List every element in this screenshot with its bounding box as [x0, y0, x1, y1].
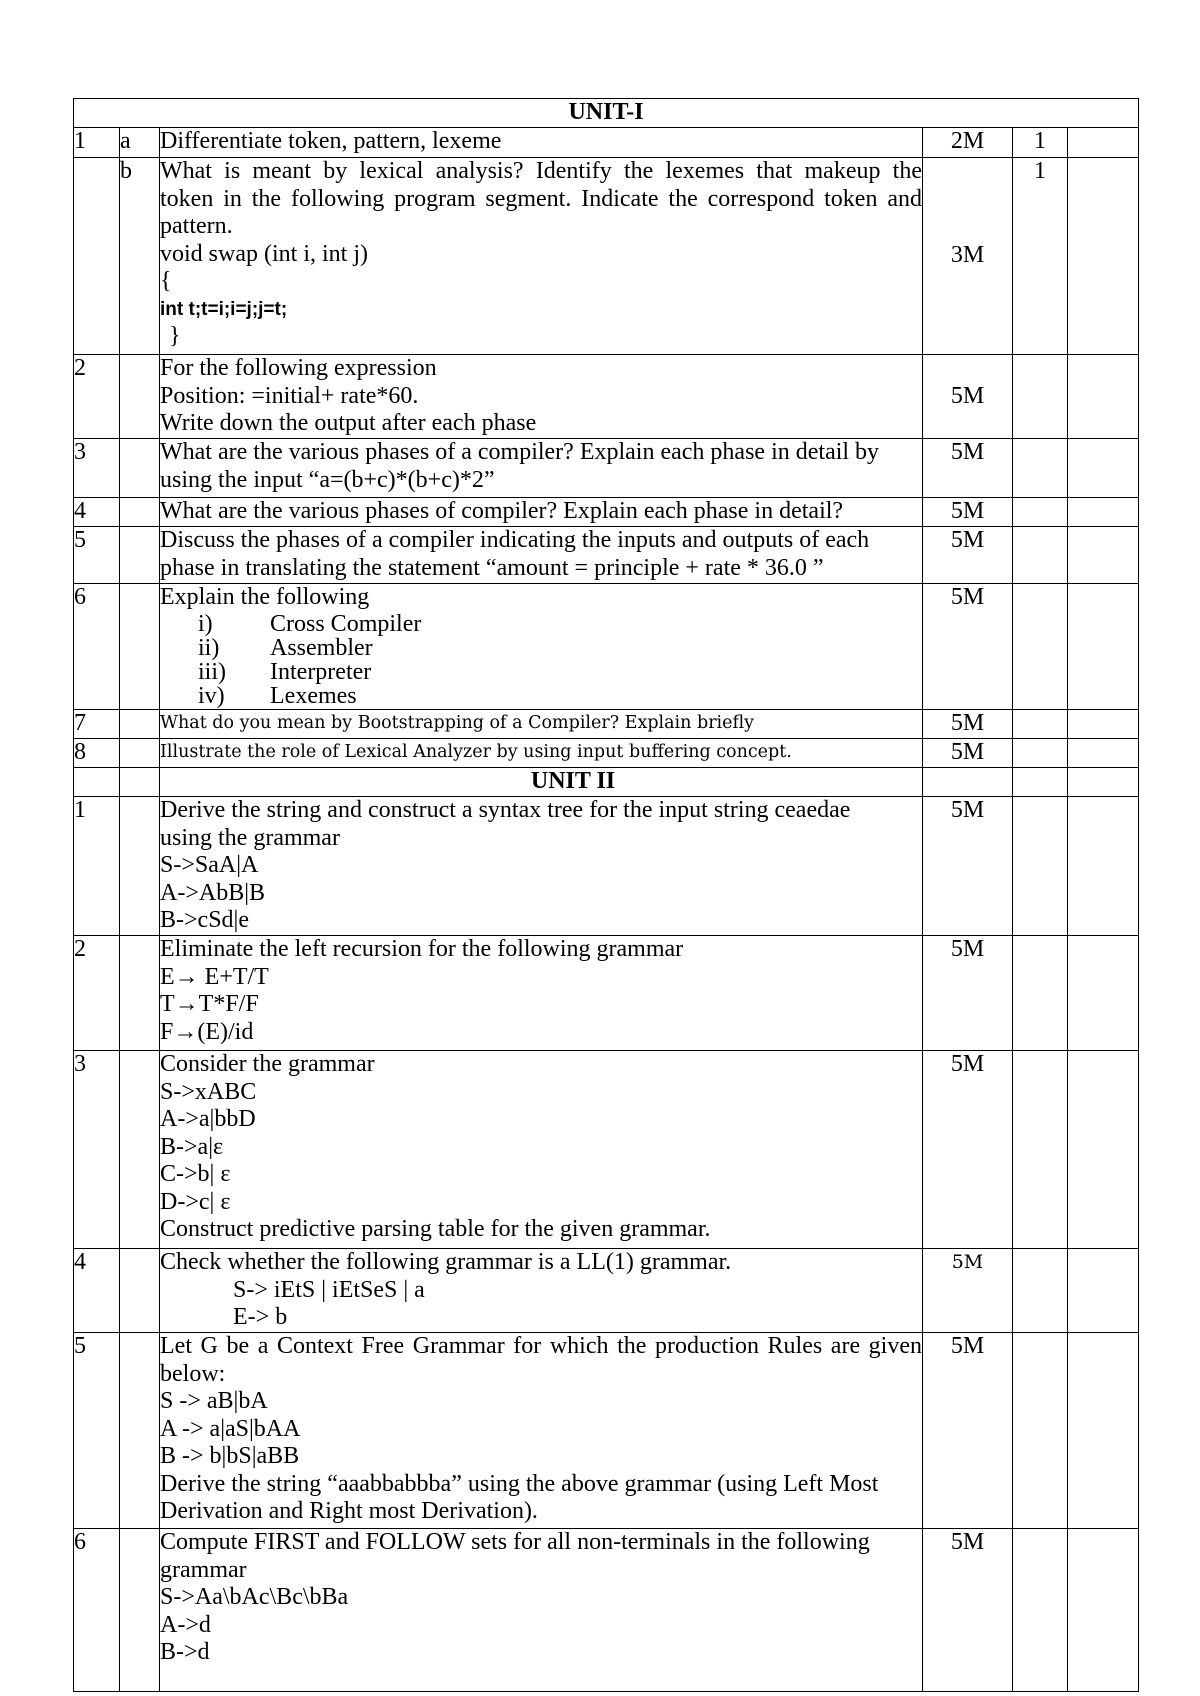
question-line: phase in translating the statement “amount = principle + rate * 36.0 ”: [160, 554, 824, 581]
question-line: What is meant by lexical analysis? Identify the lexemes that makeup the: [160, 158, 922, 184]
question-text: [160, 710, 923, 739]
question-part: [120, 498, 160, 527]
sub-item-text: Lexemes: [270, 683, 357, 710]
marks-cell: 5M: [923, 1333, 1013, 1529]
question-line: Discuss the phases of a compiler indicating the inputs and outputs of each: [160, 527, 870, 553]
question-line: A->AbB|B: [160, 879, 266, 906]
question-text: [160, 498, 923, 527]
co-cell: [1013, 1333, 1068, 1529]
marks-cell: [923, 768, 1013, 797]
question-number: 8: [74, 739, 120, 768]
marks-cell: 5M: [923, 498, 1013, 527]
question-row: [74, 710, 1139, 739]
question-row: [74, 1333, 1139, 1529]
sub-item-text: Interpreter: [270, 659, 372, 686]
question-line: token in the following program segment. Indicate the correspond token and: [160, 185, 922, 212]
question-line: B->cSd|e: [160, 907, 249, 933]
question-line: pattern.: [160, 213, 233, 239]
question-line: What are the various phases of compiler? Explain each phase in detail?: [160, 498, 844, 524]
co-cell: [1013, 739, 1068, 768]
remarks-cell: [1068, 498, 1139, 527]
question-number: 2: [74, 355, 120, 439]
remarks-cell: [1068, 739, 1139, 768]
co-cell: [1013, 355, 1068, 439]
sub-item-number: ii): [198, 634, 220, 661]
co-cell: [1013, 936, 1068, 1051]
question-line: {: [160, 268, 172, 294]
question-row: [74, 498, 1139, 527]
co-cell: [1013, 584, 1068, 710]
question-line: F→(E)/id: [160, 1018, 254, 1045]
co-cell: [1013, 768, 1068, 797]
question-line: B->d: [160, 1639, 210, 1665]
marks-cell: 5M: [923, 355, 1013, 439]
question-part: a: [120, 128, 160, 158]
co-cell: [1013, 1529, 1068, 1692]
remarks-cell: [1068, 158, 1139, 355]
question-row: [74, 1529, 1139, 1692]
question-row: [74, 739, 1139, 768]
question-line: }: [169, 323, 181, 349]
question-line: D->c| ε: [160, 1188, 231, 1215]
question-row: [74, 936, 1139, 1051]
question-number: [74, 158, 120, 355]
question-part: [120, 739, 160, 768]
question-line: using the input “a=(b+c)*(b+c)*2”: [160, 466, 495, 493]
question-number: 3: [74, 1051, 120, 1249]
question-line: Compute FIRST and FOLLOW sets for all non-terminals in the following: [160, 1529, 870, 1555]
question-line: Illustrate the role of Lexical Analyzer by using input buffering concept.: [160, 742, 792, 762]
question-part: [120, 527, 160, 584]
marks-cell: 5M: [923, 527, 1013, 584]
question-line: A->a|bbD: [160, 1106, 256, 1132]
question-line: E-> b: [233, 1304, 288, 1330]
question-line: Eliminate the left recursion for the following grammar: [160, 936, 684, 962]
question-part: [120, 439, 160, 498]
remarks-cell: [1068, 1249, 1139, 1333]
question-number-cell: [74, 768, 120, 797]
marks-cell: 5M: [923, 739, 1013, 768]
remarks-cell: [1068, 797, 1139, 936]
question-text: [160, 1529, 923, 1692]
remarks-cell: [1068, 584, 1139, 710]
question-line: C->b| ε: [160, 1161, 231, 1187]
remarks-cell: [1068, 936, 1139, 1051]
question-row: [74, 797, 1139, 936]
co-cell: [1013, 498, 1068, 527]
question-line: below:: [160, 1360, 226, 1387]
question-text: [160, 1051, 923, 1249]
question-line: Construct predictive parsing table for the given grammar.: [160, 1216, 711, 1242]
remarks-cell: [1068, 527, 1139, 584]
question-part: [120, 355, 160, 439]
question-row: [74, 584, 1139, 710]
question-text: [160, 128, 923, 158]
question-line: Write down the output after each phase: [160, 410, 537, 436]
question-number: 6: [74, 584, 120, 710]
question-row: [74, 1249, 1139, 1333]
question-part-cell: [120, 768, 160, 797]
question-line: int t;t=i;i=j;j=t;: [160, 298, 288, 320]
sub-item-number: iv): [198, 683, 225, 710]
question-text: [160, 739, 923, 768]
marks-cell: 3M: [923, 158, 1013, 355]
question-line: E→ E+T/T: [160, 963, 269, 990]
question-part: [120, 1051, 160, 1249]
marks-cell: 5M: [923, 936, 1013, 1051]
marks-cell: 2M: [923, 128, 1013, 158]
question-text: [160, 439, 923, 498]
remarks-cell: [1068, 1529, 1139, 1692]
question-line: S->Aa\bAc\Bc\bBa: [160, 1584, 349, 1610]
question-row: [74, 128, 1139, 158]
question-line: Derive the string “aaabbabbba” using the above grammar (using Left Most: [160, 1470, 879, 1497]
co-cell: [1013, 710, 1068, 739]
co-cell: [1013, 527, 1068, 584]
unit-title: UNIT-I: [74, 99, 1139, 128]
marks-cell: 5M: [923, 710, 1013, 739]
marks-cell: 5M: [923, 797, 1013, 936]
question-text: [160, 158, 923, 355]
remarks-cell: [1068, 1051, 1139, 1249]
question-part: [120, 1249, 160, 1333]
question-number: 6: [74, 1529, 120, 1692]
question-part: [120, 1529, 160, 1692]
co-cell: [1013, 1051, 1068, 1249]
question-number: 5: [74, 1333, 120, 1529]
remarks-cell: [1068, 128, 1139, 158]
sub-item-text: Cross Compiler: [270, 610, 422, 637]
question-row: [74, 439, 1139, 498]
question-text: [160, 355, 923, 439]
question-number: 2: [74, 936, 120, 1051]
co-cell: [1013, 439, 1068, 498]
sub-item: [160, 684, 922, 708]
question-line: Check whether the following grammar is a LL(1) grammar.: [160, 1249, 732, 1275]
question-bank-table: [73, 98, 1139, 1692]
co-cell: 1: [1013, 158, 1068, 355]
remarks-cell: [1068, 355, 1139, 439]
remarks-cell: [1068, 439, 1139, 498]
question-line: What do you mean by Bootstrapping of a Compiler? Explain briefly: [160, 713, 755, 733]
question-text: [160, 1249, 923, 1333]
unit-header-row: [74, 99, 1139, 128]
question-line: A->d: [160, 1611, 211, 1638]
sub-item-number: i): [198, 610, 213, 637]
question-number: 1: [74, 128, 120, 158]
question-line: Let G be a Context Free Grammar for which the production Rules are given: [160, 1333, 922, 1359]
question-line: S->SaA|A: [160, 852, 259, 878]
unit-title: UNIT II: [160, 768, 923, 797]
question-part: [120, 1333, 160, 1529]
sub-item-number: iii): [198, 659, 226, 686]
question-row: [74, 527, 1139, 584]
question-text: [160, 527, 923, 584]
question-line: For the following expression: [160, 355, 437, 381]
marks-cell: 5M: [923, 439, 1013, 498]
sub-item-text: Assembler: [270, 634, 373, 661]
question-text: [160, 936, 923, 1051]
question-line: using the grammar: [160, 824, 340, 851]
question-row: [74, 1051, 1139, 1249]
question-line: Derivation and Right most Derivation).: [160, 1498, 538, 1524]
co-cell: 1: [1013, 128, 1068, 158]
remarks-cell: [1068, 1333, 1139, 1529]
question-text: [160, 797, 923, 936]
question-part: [120, 797, 160, 936]
question-line: Explain the following: [160, 584, 370, 610]
question-line: Differentiate token, pattern, lexeme: [160, 128, 502, 154]
question-line: void swap (int i, int j): [160, 240, 368, 267]
question-line: Derive the string and construct a syntax tree for the input string ceaedae: [160, 797, 851, 823]
question-number: 4: [74, 498, 120, 527]
question-line: T→T*F/F: [160, 991, 259, 1017]
co-cell: [1013, 1249, 1068, 1333]
sub-item: [160, 612, 922, 636]
question-row: [74, 355, 1139, 439]
question-line: What are the various phases of a compiler? Explain each phase in detail by: [160, 439, 880, 465]
question-bank-body: [74, 99, 1139, 1692]
question-text: [160, 584, 923, 710]
sub-item: [160, 660, 922, 684]
question-row: [74, 158, 1139, 355]
marks-cell: 5M: [923, 1051, 1013, 1249]
question-number: 5: [74, 527, 120, 584]
question-number: 3: [74, 439, 120, 498]
question-line: B->a|ε: [160, 1133, 224, 1160]
question-line: Consider the grammar: [160, 1051, 375, 1077]
marks-cell: 5M: [923, 1529, 1013, 1692]
question-line: S->xABC: [160, 1078, 257, 1105]
unit-header-row: [74, 768, 1139, 797]
question-part: [120, 710, 160, 739]
sub-item: [160, 636, 922, 660]
question-number: 7: [74, 710, 120, 739]
question-part: [120, 584, 160, 710]
question-part: [120, 936, 160, 1051]
question-line: B -> b|bS|aBB: [160, 1443, 300, 1469]
question-line: A -> a|aS|bAA: [160, 1415, 301, 1442]
question-line: S -> aB|bA: [160, 1388, 268, 1414]
question-line: S-> iEtS | iEtSeS | a: [233, 1276, 425, 1303]
question-line: Position: =initial+ rate*60.: [160, 382, 419, 409]
question-number: 4: [74, 1249, 120, 1333]
co-cell: [1013, 797, 1068, 936]
marks-cell: 5M: [923, 584, 1013, 710]
question-number: 1: [74, 797, 120, 936]
question-line: grammar: [160, 1556, 247, 1583]
remarks-cell: [1068, 710, 1139, 739]
question-part: b: [120, 158, 160, 355]
question-text: [160, 1333, 923, 1529]
remarks-cell: [1068, 768, 1139, 797]
marks-cell: 5M: [923, 1249, 1013, 1333]
